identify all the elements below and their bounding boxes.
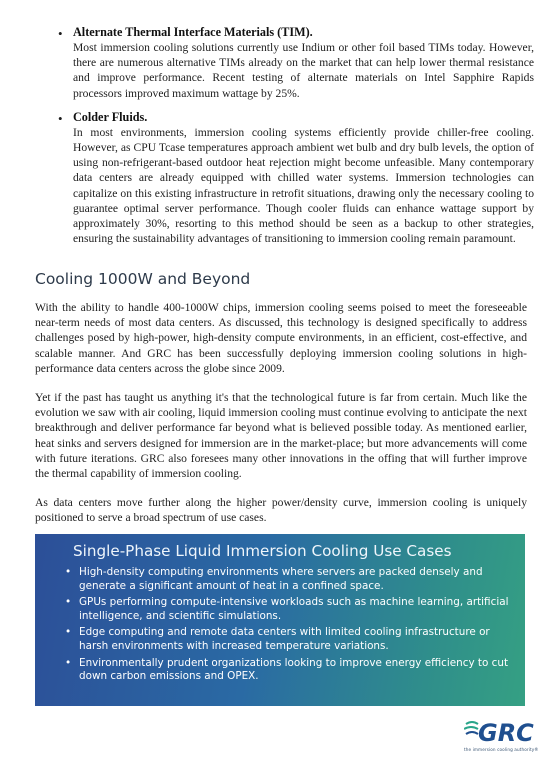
use-cases-callout <box>35 534 525 706</box>
use-case-text: Edge computing and remote data centers with limited cooling infrastructure or harsh environments with increased temperature variations. <box>79 626 490 652</box>
logo-wordmark: GRC <box>478 719 534 747</box>
use-case-item <box>59 657 509 684</box>
bullet-title: Colder Fluids. <box>73 109 148 124</box>
bullet-dot-icon: • <box>58 110 63 126</box>
bullet-dot-icon: • <box>65 626 72 639</box>
bullet-text: In most environments, immersion cooling systems efficiently provide chiller-free cooling. However, as CPU Tcase temperatures approach ambient wet bulb and dry bulb levels, the option of using non-refrigerant-based outdoor heat rejection might become unfeasible. Many contemporary data centers are already equipped with chilled water systems. Immersion technologies can capitalize on this existing infrastructure in retrofit situations, drawing only the necessary cooling to guarantee optimal server performance. Though cooler fluids can enhance wattage support by approximately 30%, resorting to this method should be seen as a backup to other strategies, ensuring the sustainability advantages of transitioning to immersion cooling remain paramount. <box>73 125 534 246</box>
use-cases-title: Single-Phase Liquid Immersion Cooling Use Cases <box>73 542 452 560</box>
bullet-dot-icon: • <box>58 26 63 41</box>
use-case-item <box>59 596 509 623</box>
bullet-dot-icon: • <box>65 566 72 578</box>
section-body <box>35 300 527 540</box>
body-paragraph: As data centers move further along the higher power/density curve, immersion cooling is uniquely positioned to serve a broad spectrum of use cases. <box>35 496 527 525</box>
wave-lines-icon <box>464 716 536 747</box>
bullet-dot-icon: • <box>65 596 72 609</box>
bullet-title: Alternate Thermal Interface Materials (TIM). <box>73 25 313 39</box>
bullet-dot-icon: • <box>65 656 72 669</box>
body-paragraph: With the ability to handle 400-1000W chips, immersion cooling seems poised to meet the foreseeable near-term needs of most data centers. As discussed, this technology is designed specifically to address challenges posed by high-power, high-density compute environments, in an efficient, cost-effective, and scalable manner. And GRC has been successfully deploying immersion cooling solutions in high-performance data centers across the globe since 2009. <box>35 301 527 375</box>
bullet-text: Most immersion cooling solutions currently use Indium or other foil based TIMs today. However, there are numerous alternative TIMs already on the market that can help lower thermal resistance and improve performance. Recent testing of alternate materials on Intel Sapphire Rapids processors improved maximum wattage by 25%. <box>73 41 534 100</box>
feature-bullet-list <box>58 24 534 254</box>
bullet-colder-fluids <box>58 109 534 247</box>
grc-logo <box>464 716 539 756</box>
section-heading: Cooling 1000W and Beyond <box>35 270 251 288</box>
logo-tagline: the immersion cooling authority® <box>464 747 539 752</box>
use-case-text: High-density computing environments where servers are packed densely and generate a significant amount of heat in a confined space. <box>79 566 483 592</box>
bullet-thermal-interface <box>58 24 534 101</box>
use-cases-list <box>59 566 509 684</box>
use-case-text: Environmentally prudent organizations looking to improve energy efficiency to cut down carbon emissions and OPEX. <box>79 656 509 683</box>
use-case-item <box>59 566 509 593</box>
body-paragraph: Yet if the past has taught us anything it's that the technological future is far from certain. Much like the evolution we saw with air cooling, liquid immersion cooling must continue evolving to anticipate the next breakthrough and deliver performance far beyond what is believed possible today. As mentioned earlier, heat sinks and servers designed for immersion are in the market-place; but more advancements will come with future iterations. GRC also foresees many other innovations in the offing that will further improve the thermal capability of immersion cooling. <box>35 391 527 481</box>
use-case-item <box>59 626 509 653</box>
use-case-text: GPUs performing compute-intensive workloads such as machine learning, artificial intelligence, and scientific simulations. <box>79 596 509 622</box>
